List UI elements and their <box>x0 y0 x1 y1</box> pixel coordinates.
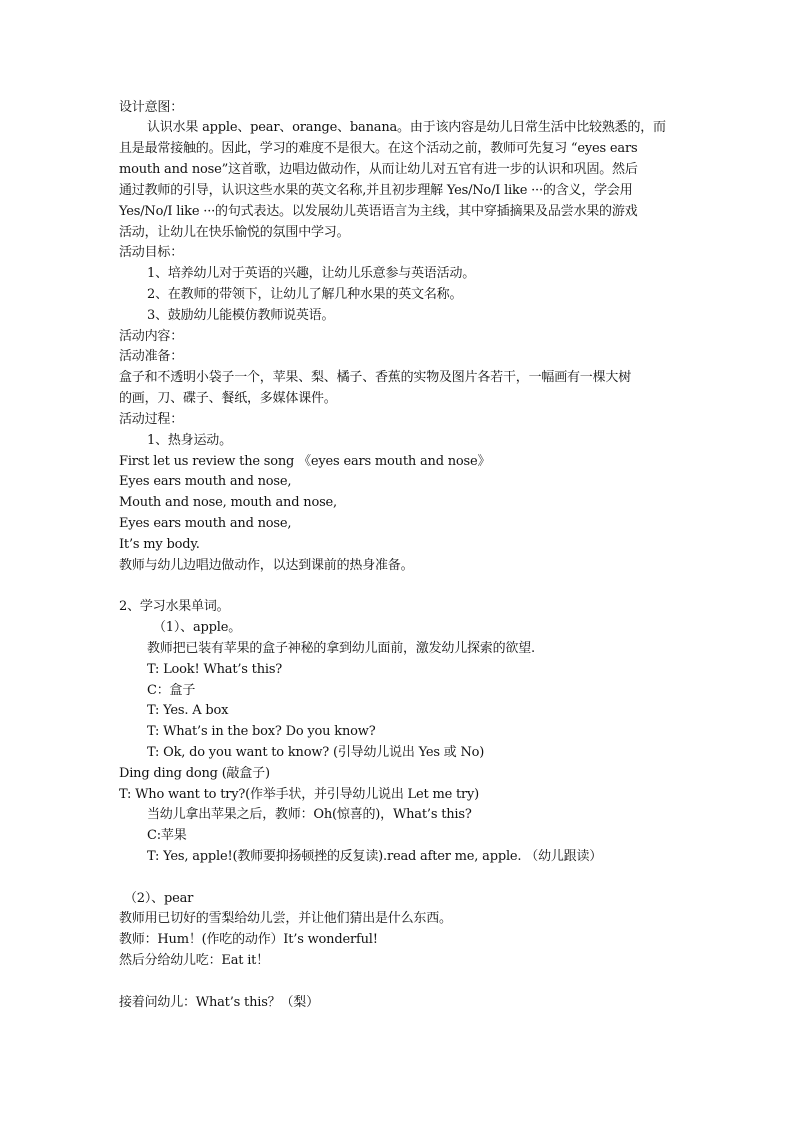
song-line: First let us review the song 《eyes ears mouth and nose》 <box>119 454 491 469</box>
heading-activity-content: 活动内容： <box>119 329 184 344</box>
heading-design-intent: 设计意图： <box>119 100 184 115</box>
dialogue-line: 接着问幼儿：What’s this？（梨） <box>119 995 319 1010</box>
dialogue-line: 教师：Hum！(作吃的动作）It’s wonderful! <box>119 932 378 947</box>
paragraph-line: 的画，刀、碟子、餐纸，多媒体课件。 <box>119 391 337 406</box>
dialogue-line: T: What’s in the box? Do you know? <box>147 724 376 739</box>
paragraph-line: mouth and nose”这首歌，边唱边做动作，从而让幼儿对五官有进一步的认识和巩固。然后 <box>119 162 638 177</box>
paragraph-line: Yes/No/I like ···的句式表达。以发展幼儿英语语言为主线，其中穿插摘果及品尝水果的游戏 <box>119 204 638 219</box>
dialogue-line: T: Look! What’s this? <box>147 662 283 677</box>
song-line: It’s my body. <box>119 537 200 552</box>
paragraph-line: 教师与幼儿边唱边做动作，以达到课前的热身准备。 <box>119 558 414 573</box>
paragraph-line: 教师用已切好的雪梨给幼儿尝，并让他们猜出是什么东西。 <box>119 911 452 926</box>
dialogue-line: T: Who want to try?(作举手状，并引导幼儿说出 Let me try) <box>119 787 480 802</box>
dialogue-line: T: Ok, do you want to know? (引导幼儿说出 Yes 或 No) <box>147 745 485 760</box>
goal-item: 2、在教师的带领下，让幼儿了解几种水果的英文名称。 <box>147 287 463 302</box>
dialogue-line: T: Yes, apple!(教师要抑扬顿挫的反复读).read after me, apple. （幼儿跟读） <box>147 849 603 864</box>
heading-activity-process: 活动过程： <box>119 412 184 427</box>
paragraph-line: 教师把已装有苹果的盒子神秘的拿到幼儿面前，激发幼儿探索的欲望. <box>147 641 535 656</box>
step-warmup: 1、热身运动。 <box>147 433 232 448</box>
paragraph-line: 活动，让幼儿在快乐愉悦的氛围中学习。 <box>119 225 350 240</box>
paragraph-line: 盒子和不透明小袋子一个，苹果、梨、橘子、香蕉的实物及图片各若干，一幅画有一棵大树 <box>119 370 632 385</box>
sub-step-apple: （1）、apple。 <box>153 620 242 635</box>
paragraph-line: 通过教师的引导，认识这些水果的英文名称,并且初步理解 Yes/No/I like ···的含义，学会用 <box>119 183 633 198</box>
step-learn-words: 2、学习水果单词。 <box>119 599 230 614</box>
dialogue-line: C:苹果 <box>147 828 187 843</box>
heading-activity-preparation: 活动准备： <box>119 349 184 364</box>
goal-item: 1、培养幼儿对于英语的兴趣，让幼儿乐意参与英语活动。 <box>147 266 476 281</box>
heading-activity-goals: 活动目标： <box>119 245 184 260</box>
dialogue-line: T: Yes. A box <box>147 703 229 718</box>
sub-step-pear: （2）、pear <box>124 891 194 906</box>
dialogue-line: Ding ding dong (敲盒子) <box>119 766 270 781</box>
song-line: Eyes ears mouth and nose, <box>119 474 292 489</box>
paragraph-line: 且是最常接触的。因此，学习的难度不是很大。在这个活动之前，教师可先复习 “eyes ears <box>119 141 638 156</box>
song-line: Eyes ears mouth and nose, <box>119 516 292 531</box>
dialogue-line: 当幼儿拿出苹果之后，教师：Oh(惊喜的)，What’s this? <box>147 807 472 822</box>
dialogue-line: 然后分给幼儿吃：Eat it！ <box>119 953 269 968</box>
paragraph-line: 认识水果 apple、pear、orange、banana。由于该内容是幼儿日常生活中比较熟悉的，而 <box>147 120 666 135</box>
song-line: Mouth and nose, mouth and nose, <box>119 495 337 510</box>
goal-item: 3、鼓励幼儿能模仿教师说英语。 <box>147 308 335 323</box>
dialogue-line: C：盒子 <box>147 683 196 698</box>
